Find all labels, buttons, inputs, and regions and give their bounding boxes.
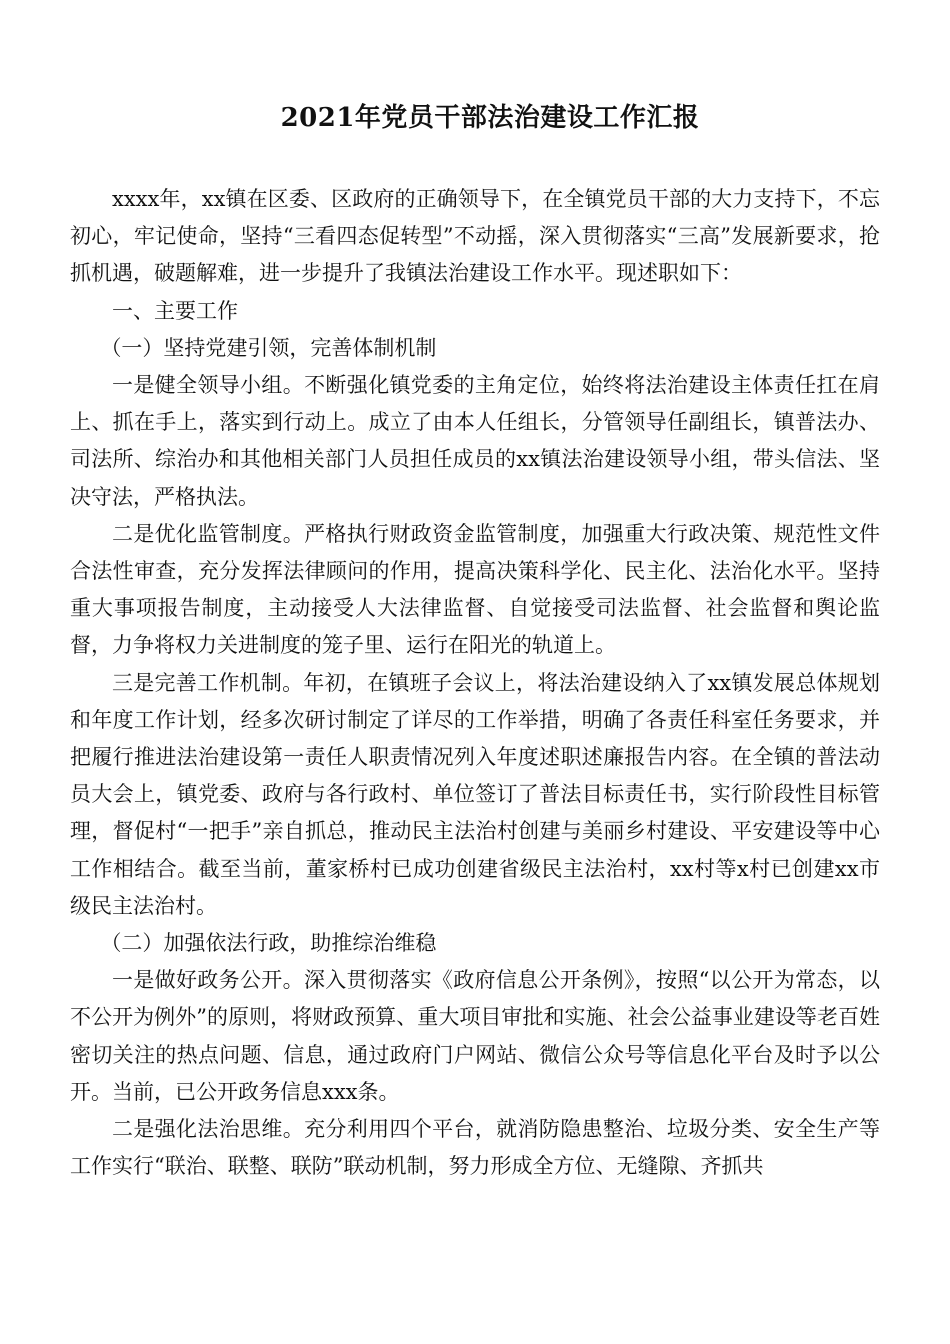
document-body — [70, 181, 880, 1185]
document-title: 2021年党员干部法治建设工作汇报 — [280, 103, 700, 133]
section-heading-main-work: 一、主要工作 — [112, 298, 238, 323]
paragraph-supervision-system: 二是优化监管制度。严格执行财政资金监管制度，加强重大行政决策、规范性文件合法性审查，充分发挥法律顾问的作用，提高决策科学化、民主化、法治化水平。坚持重大事项报告制度，主动接受人大法律监督、自觉接受司法监督、社会监督和舆论监督，力争将权力关进制度的笼子里、运行在阳光的轨道上。 — [70, 521, 880, 658]
intro-paragraph: xxxx年，xx镇在区委、区政府的正确领导下，在全镇党员干部的大力支持下，不忘初心，牢记使命，坚持“三看四态促转型”不动摇，深入贯彻落实“三高”发展新要求，抢抓机遇，破题解难，进一步提升了我镇法治建设工作水平。现述职如下： — [70, 187, 880, 286]
paragraph-work-mechanism: 三是完善工作机制。年初，在镇班子会议上，将法治建设纳入了xx镇发展总体规划和年度工作计划，经多次研讨制定了详尽的工作举措，明确了各责任科室任务要求，并把履行推进法治建设第一责任人职责情况列入年度述职述廉报告内容。在全镇的普法动员大会上，镇党委、政府与各行政村、单位签订了普法目标责任书，实行阶段性目标管理，督促村“一把手”亲自抓总，推动民主法治村创建与美丽乡村建设、平安建设等中心工作相结合。截至当前，董家桥村已成功创建省级民主法治村，xx村等x村已创建xx市级民主法治村。 — [70, 670, 880, 918]
paragraph-rule-of-law-thinking: 二是强化法治思维。充分利用四个平台，就消防隐患整治、垃圾分类、安全生产等工作实行“联治、联整、联防”联动机制，努力形成全方位、无缝隙、齐抓共 — [70, 1117, 880, 1179]
subsection-heading-2: （二）加强依法行政，助推综治维稳 — [100, 931, 437, 956]
subsection-heading-1: （一）坚持党建引领，完善体制机制 — [100, 335, 437, 360]
paragraph-government-affairs: 一是做好政务公开。深入贯彻落实《政府信息公开条例》，按照“以公开为常态，以不公开为例外”的原则，将财政预算、重大项目审批和实施、社会公益事业建设等老百姓密切关注的热点问题、信息，通过政府门户网站、微信公众号等信息化平台及时予以公开。当前，已公开政务信息xxx条。 — [70, 968, 880, 1104]
paragraph-leadership-group: 一是健全领导小组。不断强化镇党委的主角定位，始终将法治建设主体责任扛在肩上、抓在手上，落实到行动上。成立了由本人任组长，分管领导任副组长，镇普法办、司法所、综治办和其他相关部门人员担任成员的xx镇法治建设领导小组，带头信法、坚决守法，严格执法。 — [70, 373, 880, 509]
